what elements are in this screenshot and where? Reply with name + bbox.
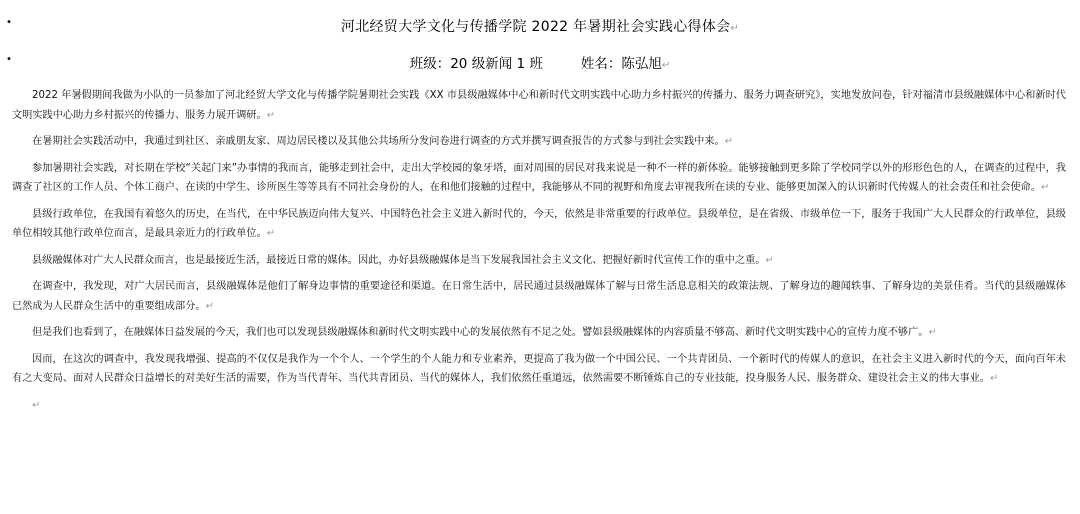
title-bullet: • <box>6 17 12 28</box>
paragraph-mark: ↵ <box>730 23 740 34</box>
body-paragraph-5: 县级融媒体对广大人民群众而言，也是最接近生活，最接近日常的媒体。因此，办好县级融媒体是当下发展我国社会主义文化、把握好新时代宣传工作的重中之重。↵ <box>32 254 774 266</box>
title-text: 河北经贸大学文化与传播学院 2022 年暑期社会实践心得体会 <box>340 19 731 35</box>
body-paragraph-7: 但是我们也看到了，在融媒体日益发展的今天，我们也可以发现县级融媒体和新时代文明实践中心的发展依然有不足之处。譬如县级融媒体的内容质量不够高、新时代文明实践中心的宣传力度不够广。↵ <box>32 327 937 338</box>
body-paragraph-1: 2022 年暑假期间我做为小队的一员参加了河北经贸大学文化与传播学院暑期社会实践《XX 市县级融媒体中心和新时代文明实践中心助力乡村振兴的传播力、服务力调查研究》，实地发放问卷，针对福清市县级融媒体中心和新时代文明实践中心助力乡村振兴的传播力、服务力展开调研。↵ <box>12 90 1066 121</box>
author-line <box>0 52 1080 72</box>
document-body[interactable] <box>12 86 1066 422</box>
empty-paragraph <box>12 396 1066 415</box>
paragraph-mark: ↵ <box>724 136 734 147</box>
paragraph-mark: ↵ <box>661 60 671 71</box>
body-paragraph-8: 因而，在这次的调查中，我发现我增强、提高的不仅仅是我作为一个个人、一个学生的个人能力和专业素养，更提高了我为做一个中国公民、一个共青团员、一个新时代的传媒人的意识，在社会主义进入新时代的今天，面向百年未有之大变局、面对人民群众日益增长的对美好生活的需要，作为当代青年、当代共青团员、当代的媒体人，我们依然任重道远，依然需要不断锤炼自己的专业技能，投身服务人民、服务群众、建设社会主义的伟大事业。↵ <box>12 353 1066 384</box>
name-label: 姓名：陈弘旭 <box>580 56 662 72</box>
body-paragraph-2: 在暑期社会实践活动中，我通过到社区、亲戚朋友家、周边居民楼以及其他公共场所分发问卷进行调查的方式并撰写调查报告的方式参与到社会实践中来。↵ <box>32 136 734 147</box>
body-paragraph-3: 参加暑期社会实践，对长期在学校“关起门来”办事情的我而言，能够走到社会中，走出大学校园的象牙塔，面对周围的居民对我来说是一种不一样的新体验。能够接触到更多除了学校同学以外的形形色色的人，在调查的过程中，我调查了社区的工作人员、个体工商户、在读的中学生、诊所医生等等具有不同社会身份的人，在和他们接触的过程中，我能够从不同的视野和角度去审视我所在读的专业、能够更加深入的认识新时代传媒人的社会责任和社会使命。↵ <box>12 162 1066 193</box>
paragraph-mark: ↵ <box>765 254 774 266</box>
paragraph-mark: ↵ <box>990 373 999 384</box>
paragraph-mark: ↵ <box>32 399 41 411</box>
document-title <box>0 16 1080 36</box>
body-paragraph-6: 在调查中，我发现，对广大居民而言，县级融媒体是他们了解身边事情的重要途径和渠道。在日常生活中，居民通过县级融媒体了解与日常生活息息相关的政策法规、了解身边的趣闻轶事、了解身边的美景佳肴。当代的县级融媒体已然成为人民群众生活中的重要组成部分。↵ <box>12 281 1066 312</box>
paragraph-mark: ↵ <box>928 327 937 338</box>
paragraph-mark: ↵ <box>266 228 276 239</box>
subtitle-bullet: • <box>6 54 12 65</box>
body-paragraph-4: 县级行政单位，在我国有着悠久的历史，在当代，在中华民族迈向伟大复兴、中国特色社会主义进入新时代的，今天，依然是非常重要的行政单位。县级单位，是在省级、市级单位一下，服务于我国广大人民群众的行政单位，县级单位相较其他行政单位而言，是最具亲近力的行政单位。↵ <box>12 208 1066 239</box>
paragraph-mark: ↵ <box>205 300 214 312</box>
class-label: 班级：20 级新闻 1 班 <box>409 56 543 72</box>
paragraph-mark: ↵ <box>1040 182 1050 193</box>
paragraph-mark: ↵ <box>266 109 276 121</box>
